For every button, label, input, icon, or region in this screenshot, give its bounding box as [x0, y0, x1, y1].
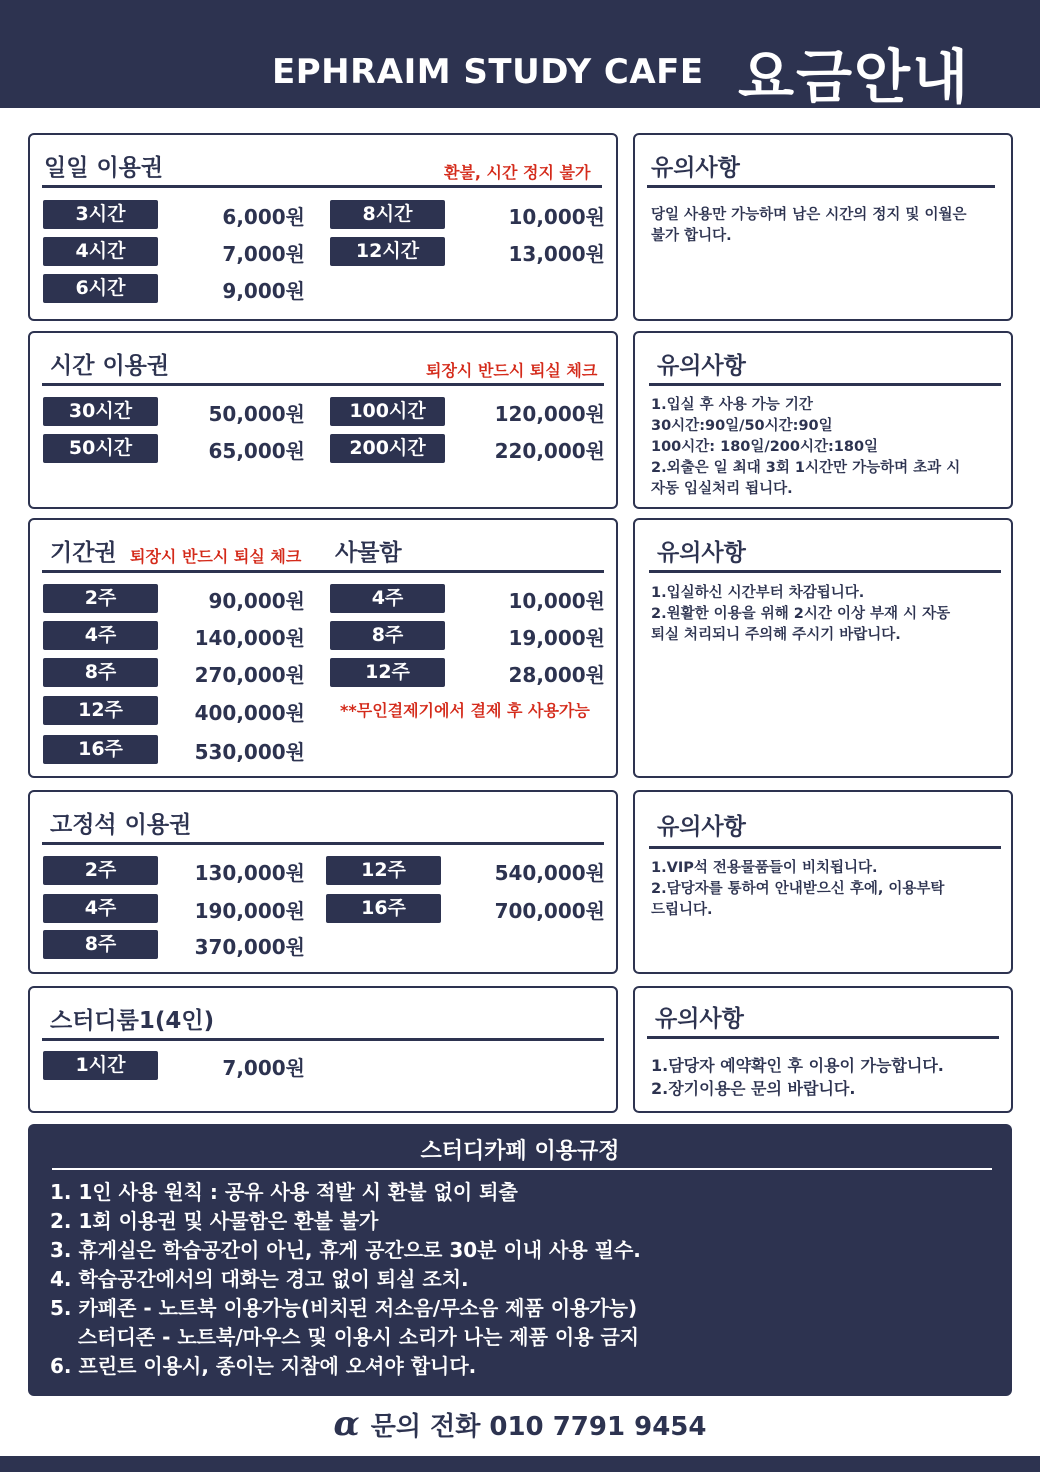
note-divider [649, 846, 1001, 849]
price-label: 4주 [330, 584, 445, 613]
price-label: 3시간 [43, 200, 158, 229]
price-label: 50시간 [43, 434, 158, 463]
brand-name: EPHRAIM STUDY CAFE [272, 52, 704, 92]
price-label: 8주 [43, 658, 158, 687]
price-label: 200시간 [330, 434, 445, 463]
rule-item: 3. 휴게실은 학습공간이 아닌, 휴게 공간으로 30분 이내 사용 필수. [50, 1238, 641, 1262]
price-value: 400,000원 [194, 701, 305, 725]
period-pass-panel [28, 518, 618, 778]
bottom-bar [0, 1456, 1040, 1472]
price-label: 1시간 [43, 1051, 158, 1080]
usage-rules-title: 스터디카페 이용규정 [420, 1139, 620, 1164]
note-text: 1.입실하신 시간부터 차감됩니다. 2.원활한 이용을 위해 2시간 이상 부재 시 자동 퇴실 처리되니 주의해 주시기 바랍니다. [651, 585, 951, 643]
price-label: 2주 [43, 856, 158, 885]
hourly-pass-warning: 퇴장시 반드시 퇴실 체크 [426, 361, 598, 380]
price-value: 120,000원 [494, 402, 605, 426]
rule-item: 6. 프린트 이용시, 종이는 지참에 오셔야 합니다. [50, 1354, 477, 1378]
price-value: 7,000원 [222, 242, 305, 266]
price-label: 100시간 [330, 397, 445, 426]
note-divider [649, 570, 1001, 573]
price-label: 8주 [330, 621, 445, 650]
price-value: 700,000원 [494, 899, 605, 923]
note-panel-fixed [633, 790, 1013, 974]
fixed-seat-panel [28, 790, 618, 974]
price-label: 30시간 [43, 397, 158, 426]
daily-pass-title: 일일 이용권 [44, 155, 164, 181]
usage-rules-divider [52, 1168, 992, 1170]
price-value: 10,000원 [508, 589, 605, 613]
price-value: 530,000원 [194, 740, 305, 764]
price-value: 9,000원 [222, 279, 305, 303]
note-text: 1.담당자 예약확인 후 이용이 가능합니다. 2.장기이용은 문의 바랍니다. [651, 1056, 944, 1098]
note-title: 유의사항 [657, 814, 746, 840]
hourly-pass-title: 시간 이용권 [50, 353, 170, 379]
daily-pass-panel [28, 133, 618, 321]
note-panel-hourly [633, 331, 1013, 509]
rule-item: 2. 1회 이용권 및 사물함은 환불 불가 [50, 1209, 379, 1233]
note-panel-period [633, 518, 1013, 778]
price-value: 6,000원 [222, 205, 305, 229]
price-value: 7,000원 [222, 1056, 305, 1080]
hourly-pass-divider [42, 383, 604, 386]
usage-rules-panel [28, 1124, 1012, 1396]
study-room-title: 스터디룸1(4인) [50, 1008, 215, 1034]
note-divider [649, 383, 1001, 386]
note-divider [647, 1036, 999, 1039]
note-title: 유의사항 [657, 353, 746, 379]
period-pass-title: 기간권 [50, 540, 117, 566]
price-value: 28,000원 [508, 663, 605, 687]
price-label: 16주 [43, 735, 158, 764]
price-value: 190,000원 [194, 899, 305, 923]
price-value: 220,000원 [494, 439, 605, 463]
note-title: 유의사항 [655, 1006, 744, 1032]
locker-payment-note: **무인결제기에서 결제 후 사용가능 [340, 701, 590, 720]
period-pass-warning: 퇴장시 반드시 퇴실 체크 [130, 547, 302, 566]
price-label: 4시간 [43, 237, 158, 266]
price-label: 4주 [43, 894, 158, 923]
price-value: 90,000원 [208, 589, 305, 613]
price-label: 16주 [326, 894, 441, 923]
rule-item: 5. 카페존 - 노트북 이용가능(비치된 저소음/무소음 제품 이용가능) [50, 1296, 638, 1320]
rule-item: 스터디존 - 노트북/마우스 및 이용시 소리가 나는 제품 이용 금지 [50, 1325, 640, 1349]
price-value: 50,000원 [208, 402, 305, 426]
page-title: 요금안내 [738, 43, 971, 111]
price-label: 4주 [43, 621, 158, 650]
note-text: 1.VIP석 전용물품들이 비치됩니다. 2.담당자를 통하여 안내받으신 후에, 이용부탁 드립니다. [651, 860, 945, 918]
study-room-divider [42, 1038, 604, 1041]
rule-item: 4. 학습공간에서의 대화는 경고 없이 퇴실 조치. [50, 1267, 469, 1291]
price-label: 8시간 [330, 200, 445, 229]
note-panel-daily [633, 133, 1013, 321]
note-title: 유의사항 [651, 155, 740, 181]
price-value: 130,000원 [194, 861, 305, 885]
price-label: 6시간 [43, 274, 158, 303]
price-label: 8주 [43, 930, 158, 959]
fixed-seat-title: 고정석 이용권 [50, 812, 192, 838]
price-label: 12주 [43, 696, 158, 725]
hourly-pass-panel [28, 331, 618, 509]
note-panel-room [633, 986, 1013, 1113]
note-text: 당일 사용만 가능하며 남은 시간의 정지 및 이월은 불가 합니다. [651, 207, 967, 244]
note-text: 1.입실 후 사용 가능 기간 30시간:90일/50시간:90일 100시간: 180일/200시간:180일 2.외출은 일 최대 3회 1시간만 가능하며 초과 시 자동 입실처리 됩니다. [651, 397, 961, 497]
period-pass-divider [42, 570, 604, 573]
usage-rules-list [50, 1178, 641, 1381]
price-value: 10,000원 [508, 205, 605, 229]
daily-pass-divider [42, 185, 602, 188]
price-value: 19,000원 [508, 626, 605, 650]
price-value: 370,000원 [194, 935, 305, 959]
study-room-panel [28, 986, 618, 1113]
header-banner [0, 0, 1040, 111]
alpha-logo-icon: α [333, 1404, 360, 1444]
price-label: 12주 [330, 658, 445, 687]
footer-contact [0, 1404, 1040, 1456]
price-value: 65,000원 [208, 439, 305, 463]
note-title: 유의사항 [657, 540, 746, 566]
rule-item: 1. 1인 사용 원칙 : 공유 사용 적발 시 환불 없이 퇴출 [50, 1180, 518, 1204]
price-label: 2주 [43, 584, 158, 613]
price-value: 540,000원 [494, 861, 605, 885]
fixed-seat-divider [42, 842, 604, 845]
locker-title: 사물함 [335, 540, 402, 566]
note-divider [647, 185, 995, 188]
price-value: 140,000원 [194, 626, 305, 650]
price-value: 270,000원 [194, 663, 305, 687]
price-value: 13,000원 [508, 242, 605, 266]
daily-pass-warning: 환불, 시간 정지 불가 [444, 163, 591, 182]
price-label: 12주 [326, 856, 441, 885]
price-label: 12시간 [330, 237, 445, 266]
contact-phone[interactable]: 문의 전화 010 7791 9454 [370, 1411, 707, 1442]
